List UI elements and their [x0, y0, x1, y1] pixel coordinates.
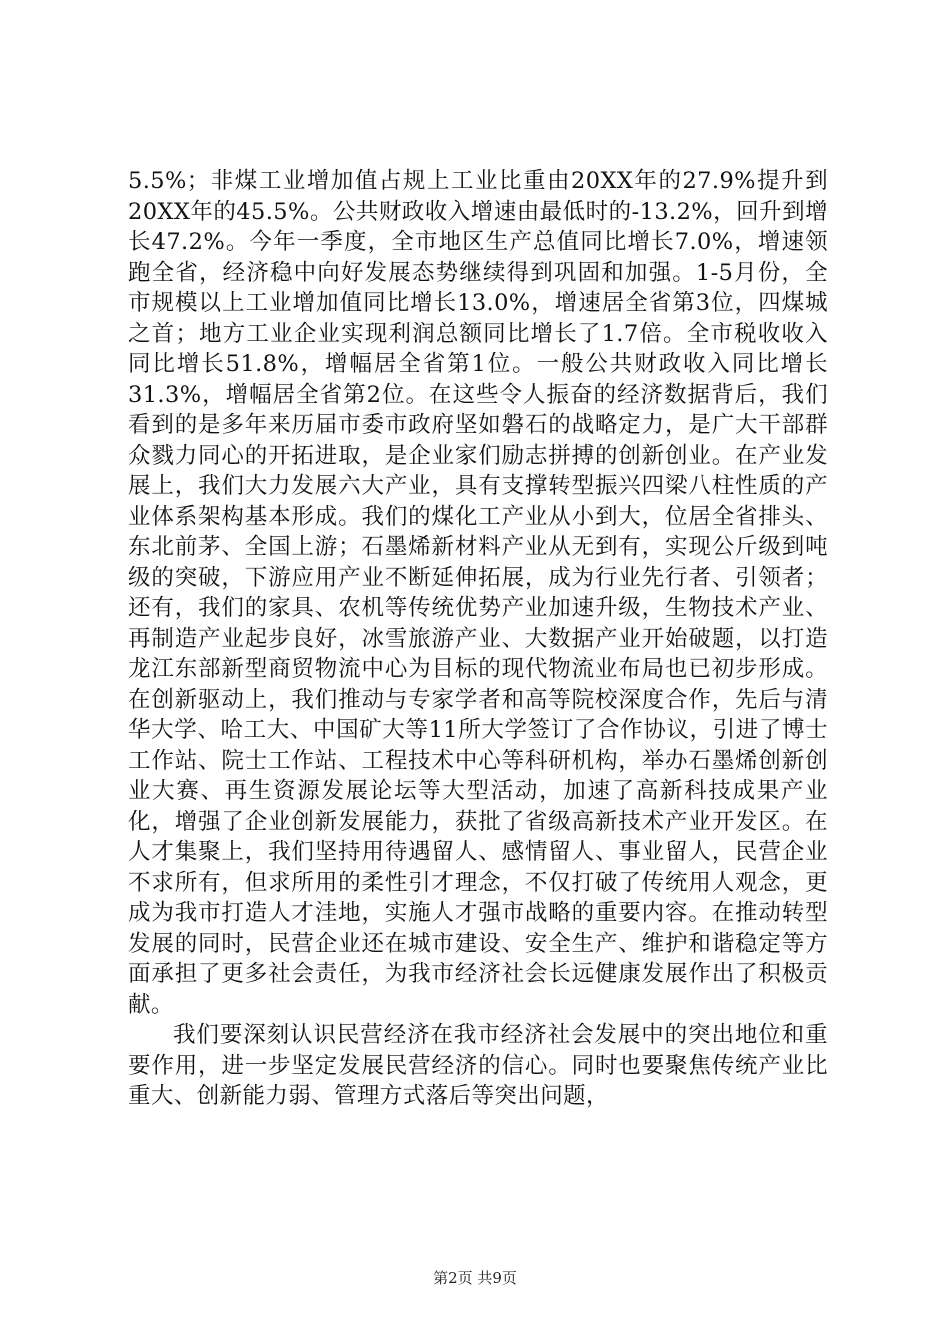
page-footer: 第2页 共9页	[433, 1269, 517, 1287]
document-body	[128, 166, 828, 1112]
paragraph-1: 5.5%；非煤工业增加值占规上工业比重由20XX年的27.9%提升到20XX年的45.5%。公共财政收入增速由最低时的-13.2%，回升到增长47.2%。今年一季度，全市地区生产总值同比增长7.0%，增速领跑全省，经济稳中向好发展态势继续得到巩固和加强。1-5月份，全市规模以上工业增加值同比增长13.0%，增速居全省第3位，四煤城之首；地方工业企业实现利润总额同比增长了1.7倍。全市税收收入同比增长51.8%，增幅居全省第1位。一般公共财政收入同比增长31.3%，增幅居全省第2位。在这些令人振奋的经济数据背后，我们看到的是多年来历届市委市政府坚如磐石的战略定力，是广大干部群众戮力同心的开拓进取，是企业家们励志拼搏的创新创业。在产业发展上，我们大力发展六大产业，具有支撑转型振兴四梁八柱性质的产业体系架构基本形成。我们的煤化工产业从小到大，位居全省排头、东北前茅、全国上游；石墨烯新材料产业从无到有，实现公斤级到吨级的突破，下游应用产业不断延伸拓展，成为行业先行者、引领者；还有，我们的家具、农机等传统优势产业加速升级，生物技术产业、再制造产业起步良好，冰雪旅游产业、大数据产业开始破题，以打造龙江东部新型商贸物流中心为目标的现代物流业布局也已初步形成。在创新驱动上，我们推动与专家学者和高等院校深度合作，先后与清华大学、哈工大、中国矿大等11所大学签订了合作协议，引进了博士工作站、院士工作站、工程技术中心等科研机构，举办石墨烯创新创业大赛、再生资源发展论坛等大型活动，加速了高新科技成果产业化，增强了企业创新发展能力，获批了省级高新技术产业开发区。在人才集聚上，我们坚持用待遇留人、感情留人、事业留人，民营企业不求所有，但求所用的柔性引才理念，不仅打破了传统用人观念，更成为我市打造人才洼地，实施人才强市战略的重要内容。在推动转型发展的同时，民营企业还在城市建设、安全生产、维护和谐稳定等方面承担了更多社会责任，为我市经济社会长远健康发展作出了积极贡献。	[128, 168, 828, 1018]
paragraph-2: 我们要深刻认识民营经济在我市经济社会发展中的突出地位和重要作用，进一步坚定发展民营经济的信心。同时也要聚焦传统产业比重大、创新能力弱、管理方式落后等突出问题，	[128, 1022, 828, 1109]
